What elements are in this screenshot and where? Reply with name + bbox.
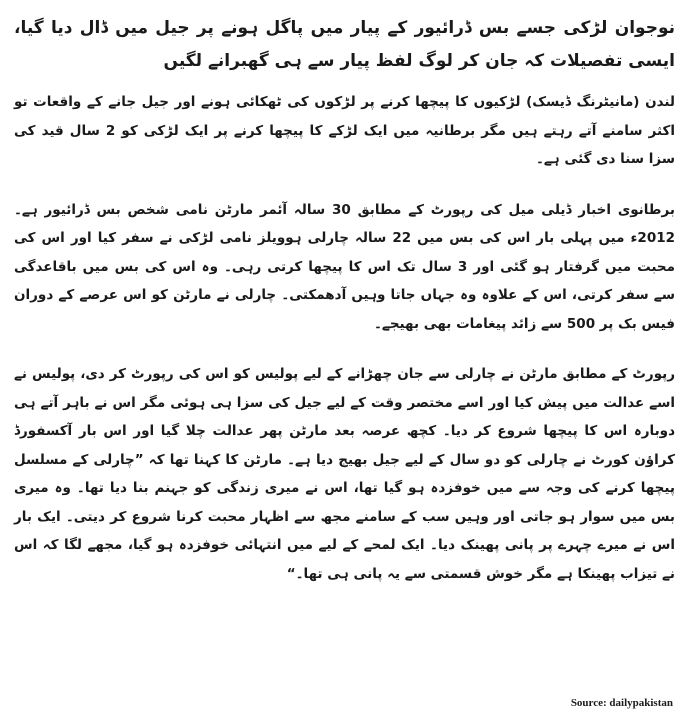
source-credit: Source: dailypakistan — [570, 697, 673, 709]
article-paragraph-3: رپورٹ کے مطابق مارٹن نے چارلی سے جان چھڑانے کے لیے پولیس کو اس کی رپورٹ کر دی، پولیس نے اسے عدالت میں پیش کیا اور اسے مختصر وقت کے لیے جیل کی سزا ہی ہوئی مگر اس نے باہر آتے ہی دوبارہ اس کا پیچھا شروع کر دیا۔ کچھ عرصہ بعد مارٹن پھر عدالت چلا گیا اور اس بار آکسفورڈ کراؤن کورٹ نے چارلی کو دو سال کے لیے جیل بھیج دیا ہے۔ مارٹن کا کہنا تھا کہ ”چارلی کے مسلسل پیچھا کرنے کی وجہ سے میں خوفزدہ ہو گیا تھا، اس نے میری زندگی کو جہنم بنا دیا تھا۔ وہ میری بس میں سوار ہو جاتی اور وہیں سب کے سامنے مجھ سے اظہار محبت کرنا شروع کر دیتی۔ ایک بار اس نے میرے چہرے پر پانی پھینک دیا۔ ایک لمحے کے لیے میں انتہائی خوفزدہ ہو گیا، مجھے لگا کہ اس نے تیزاب پھینکا ہے مگر خوش قسمتی سے یہ پانی ہی تھا۔“ — [14, 366, 675, 582]
article-headline: نوجوان لڑکی جسے بس ڈرائیور کے پیار میں پاگل ہونے پر جیل میں ڈال دیا گیا، ایسی تفصیلات کہ جان کر لوگ لفظ پیار سے ہی گھبرانے لگیں — [14, 18, 675, 71]
article-paragraph-2: برطانوی اخبار ڈیلی میل کی رپورٹ کے مطابق 30 سالہ آئمر مارٹن نامی شخص بس ڈرائیور ہے۔ 2012ء میں پہلی بار اس کی بس میں 22 سالہ چارلی ہوویلز نامی لڑکی نے سفر کیا اور اس کی محبت میں گرفتار ہو گئی اور 3 سال تک اس کا پیچھا کرتی رہی۔ وہ اس کی بس میں باقاعدگی سے سفر کرتی، اس کے علاوہ وہ جہاں جاتا وہیں آدھمکتی۔ چارلی نے مارٹن کو اس عرصے کے دوران فیس بک پر 500 سے زائد پیغامات بھی بھیجے۔ — [14, 201, 676, 332]
article-paragraph-1: لندن (مانیٹرنگ ڈیسک) لڑکیوں کا پیچھا کرنے پر لڑکوں کی ٹھکائی ہونے اور جیل جانے کے واقعات تو اکثر سامنے آتے رہتے ہیں مگر برطانیہ میں ایک لڑکے کا پیچھا کرنے پر ایک لڑکی کو 2 سال قید کی سزا سنا دی گئی ہے۔ — [14, 94, 675, 167]
